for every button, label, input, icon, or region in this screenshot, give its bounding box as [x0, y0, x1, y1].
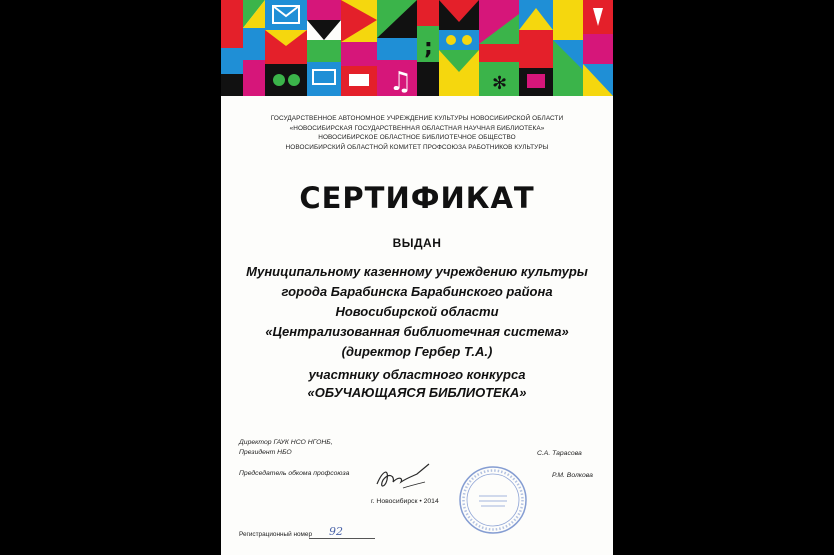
- decorative-banner: [221, 0, 613, 96]
- recipient-line-5: (директор Гербер Т.А.): [341, 344, 493, 359]
- registration-label: Регистрационный номер: [239, 531, 313, 538]
- participant-line-1: участнику областного конкурса: [308, 367, 526, 382]
- union-chair-name: Р.М. Волкова: [552, 472, 593, 479]
- certificate-title: СЕРТИФИКАТ: [299, 181, 535, 215]
- org-line-2: «НОВОСИБИРСКАЯ ГОСУДАРСТВЕННАЯ ОБЛАСТНАЯ НАУЧНАЯ БИБЛИОТЕКА»: [289, 124, 545, 132]
- organizations-header: [221, 114, 613, 152]
- contest-name: «ОБУЧАЮЩАЯСЯ БИБЛИОТЕКА»: [307, 385, 527, 400]
- certificate-page: [221, 0, 613, 555]
- recipient-line-1: Муниципальному казенному учреждению культуры: [246, 264, 588, 279]
- city-year: г. Новосибирск • 2014: [371, 498, 439, 505]
- recipient-line-3: Новосибирской области: [335, 304, 499, 319]
- recipient-line-2: города Барабинска Барабинского района: [281, 284, 553, 299]
- org-line-3: НОВОСИБИРСКОЕ ОБЛАСТНОЕ БИБЛИОТЕЧНОЕ ОБЩЕСТВО: [318, 134, 516, 142]
- official-stamp: [457, 464, 529, 536]
- registration-line: [309, 538, 375, 539]
- svg-text:;: ;: [424, 35, 433, 60]
- director-name: С.А. Тарасова: [537, 450, 582, 457]
- recipient-line-4: «Централизованная библиотечная система»: [265, 324, 569, 339]
- director-title-line-2: Президент НБО: [239, 449, 292, 456]
- svg-text:♫: ♫: [389, 67, 413, 96]
- org-line-4: НОВОСИБИРСКИЙ ОБЛАСТНОЙ КОМИТЕТ ПРОФСОЮЗА РАБОТНИКОВ КУЛЬТУРЫ: [285, 143, 549, 151]
- director-title: [239, 438, 333, 458]
- director-title-line-1: Директор ГАУК НСО НГОНБ,: [239, 439, 333, 446]
- issued-label: ВЫДАН: [392, 236, 442, 250]
- union-chair-title: Председатель обкома профсоюза: [239, 470, 350, 477]
- participant-block: [221, 366, 613, 402]
- recipient-block: [221, 262, 613, 362]
- registration-number: 92: [329, 525, 343, 538]
- signature-mark: [373, 460, 433, 494]
- org-line-1: ГОСУДАРСТВЕННОЕ АВТОНОМНОЕ УЧРЕЖДЕНИЕ КУЛЬТУРЫ НОВОСИБИРСКОЙ ОБЛАСТИ: [270, 115, 564, 122]
- svg-text:✻: ✻: [492, 73, 508, 94]
